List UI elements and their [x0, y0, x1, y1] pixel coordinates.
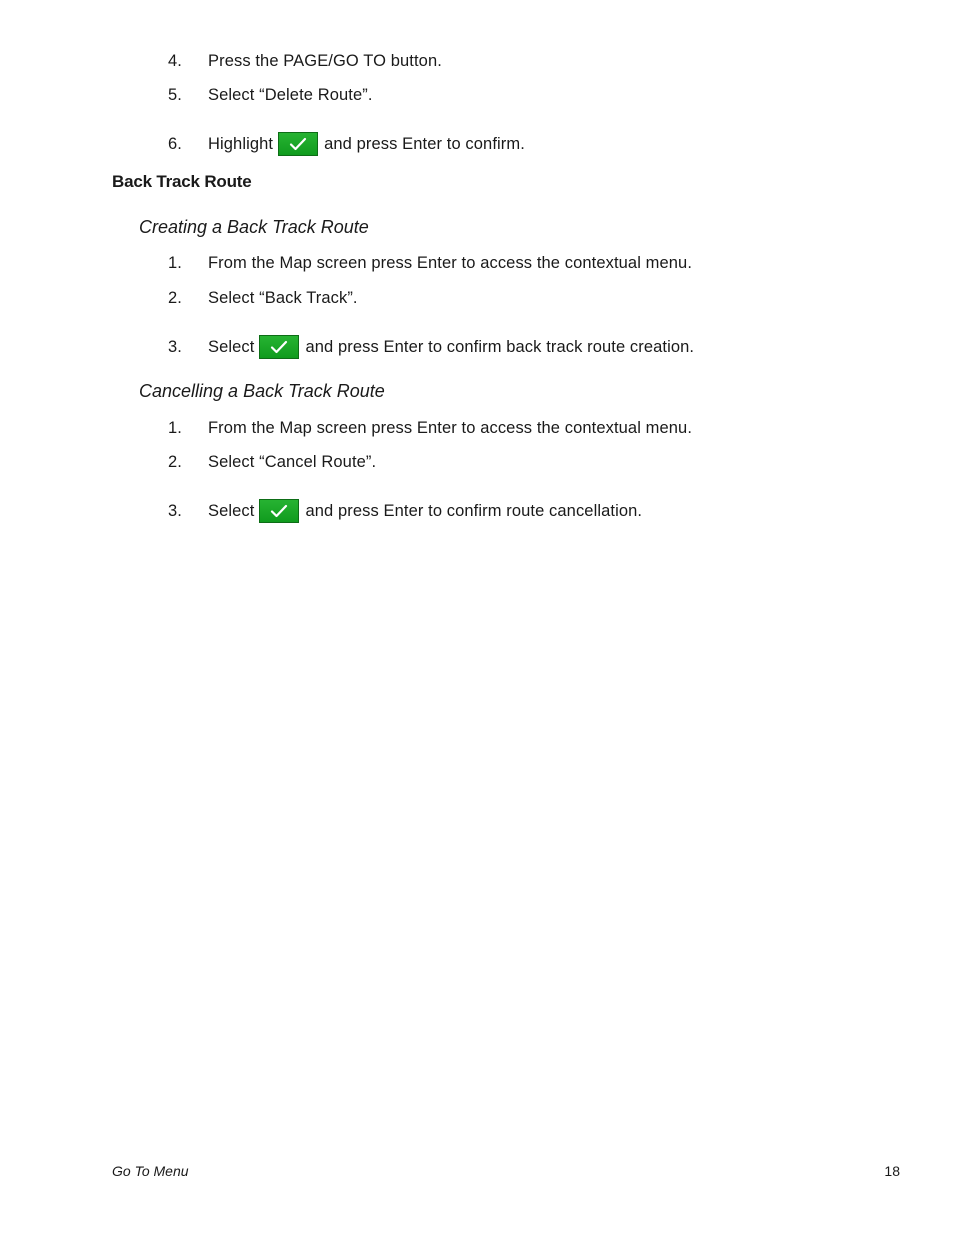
confirm-checkmark-icon [278, 132, 318, 156]
step-text: Press the PAGE/GO TO button. [208, 51, 442, 70]
cancelling-title: Cancelling a Back Track Route [139, 381, 385, 401]
step-number: 3. [168, 337, 182, 356]
step-number: 2. [168, 452, 182, 471]
confirm-checkmark-icon [259, 499, 299, 523]
step-text: From the Map screen press Enter to access the contextual menu. [208, 418, 693, 437]
step-number: 6. [168, 134, 182, 153]
step-text: Select “Delete Route”. [208, 85, 373, 104]
step-text-before: Select [208, 337, 255, 356]
step-number: 4. [168, 51, 182, 70]
step-number: 1. [168, 418, 182, 437]
footer-chapter: Go To Menu [112, 1163, 189, 1179]
page-number: 18 [884, 1163, 900, 1179]
step-text-after: and press Enter to confirm. [324, 134, 525, 153]
step-number: 3. [168, 501, 182, 520]
step-text-after: and press Enter to confirm route cancellation. [305, 501, 643, 520]
step-text: Select “Back Track”. [208, 288, 358, 307]
step-text-before: Select [208, 501, 255, 520]
section-title: Back Track Route [112, 172, 252, 191]
step-text-before: Highlight [208, 134, 274, 153]
creating-title: Creating a Back Track Route [139, 217, 369, 237]
step-number: 2. [168, 288, 182, 307]
step-text: Select “Cancel Route”. [208, 452, 377, 471]
step-text: From the Map screen press Enter to access the contextual menu. [208, 253, 693, 272]
step-number: 1. [168, 253, 182, 272]
confirm-checkmark-icon [259, 335, 299, 359]
step-number: 5. [168, 85, 182, 104]
step-text-after: and press Enter to confirm back track route creation. [305, 337, 695, 356]
